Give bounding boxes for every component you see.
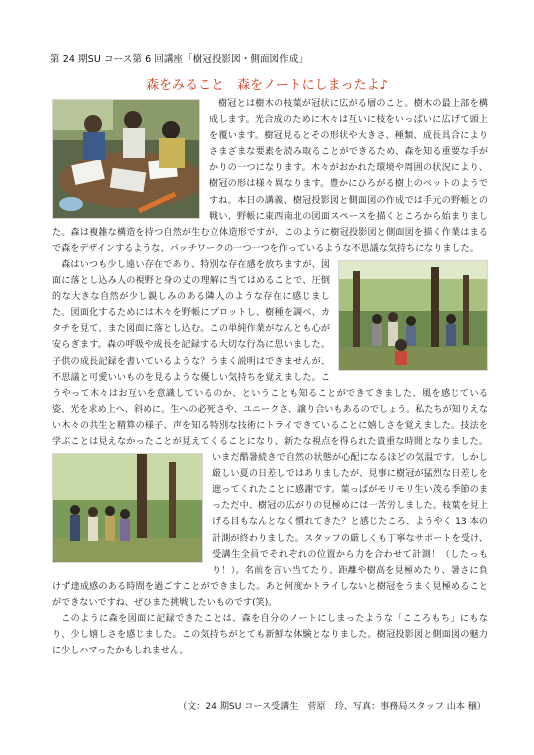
article-body <box>52 96 488 659</box>
photo-participants-drawing <box>52 99 200 219</box>
paragraph-3: このように森を図面に記録できたことは、森を自分のノートにしまったような「こころもち」にもなり、少し嬉しさを感じました。この気持ちがとても新鮮な体験となりました。樹冠投影図と側面図の魅力に少しハマったかもしれません。 <box>52 614 488 657</box>
photo-forest-group <box>338 260 488 371</box>
photo-woods-participants <box>52 453 203 563</box>
paragraph-2-continued: られた貴重な時間となりました。いまだ酷暑続きで自然の状態が心配になるほどの気温です。しかし厳しい夏の日差しではありましたが、見事に樹冠が猛烈な日差しを遮ってくれたことに感謝です。葉っぱがモリモリ生い茂る季節のまっただ中、樹冠の広がりの見極めには一苦労しました。枝葉を見上げる目もなんとなく慣れてきた？と感じたころ、ようやく 13 本の計測が終わりました。スタッフの厳しくも丁寧なサポートを受け、受講生全員でそれぞれの位置から力を合わせて計測！（したっもり！）。名前を言い当てたり、距離や樹高を見極めたり、暑さに負けず達成感のある時間を過ごすことができました。あと何度かトライしないと樹冠をうまく見極めることができないですね、ぜひまた挑戦したいものです(笑)。 <box>52 436 488 608</box>
course-header: 第 24 期SU コース第 6 回講座「樹冠投影図・側面図作成」 <box>50 54 308 65</box>
credit-line: （文：24 期SU コース受講生 菅原 玲、写真：事務局スタッフ 山本 穣） <box>178 702 486 712</box>
paragraph-2-text: 森はいつも少し遠い存在であり、特別な存在感を放ちますが、図面に落とし込み人の視野と身の丈の理解に当てはめることで、圧倒的な大きな自然が少し親しみのある隣人のような存在に感じました。図面化するためには木々を野帳にプロットし、樹種を調べ、カタチを見て、また図面に落とし込む。この単純作業がなんとも心が安らぎます。森の呼吸や成長を記録する大切な行為に思いました。子供の成長記録を書いているような？うまく説明はできませんが、不思議と可愛いいものを見るような優しい気持ちを覚えました。こうやって木々はお互いを意識しているのか、ということも知ることができてきました、風を感じている姿、光を求め上へ、斜めに。生への必死さや、ユニークさ、譲り合いもあるのでしょう。私たちが知りえない木々の共生と精算の様子、声を知る特別な技術にトライできていることに嬉しさを覚えました。技法を学ぶことは見えなかったことが見えてくることになり、新たな視点を得 <box>52 259 488 447</box>
article-title: 森をみること 森をノートにしまったよ♪ <box>146 78 388 93</box>
paragraph-1: 樹冠とは樹木の枝葉が冠状に広がる層のこと。樹木の最上部を構成します。光合成のために木々は互いに枝をいっぱいに広げて頭上を覆います。樹冠見るとその形状や大きさ、種類、成長具合によりさまざまな要素を読み取ることができるため、森を知る重要な手がかりの一つになります。木々がおかれた環境や周囲の状況により、樹冠の形は様々異なります。豊かにひろがる樹上のベットのようですね。本日の講義、樹冠投影図と側面図の作成では手元の野帳との戦い、野帳に東西南北の図面スペースを描くところから始まりました。森は複雑な構造を持つ自然が生む立体造形ですが、このように樹冠投影図と側面図を描く作業はまるで森をデザインするような、パッチワークの一つ一つを作っているような不思議な気持ちになりました。 <box>52 99 488 254</box>
